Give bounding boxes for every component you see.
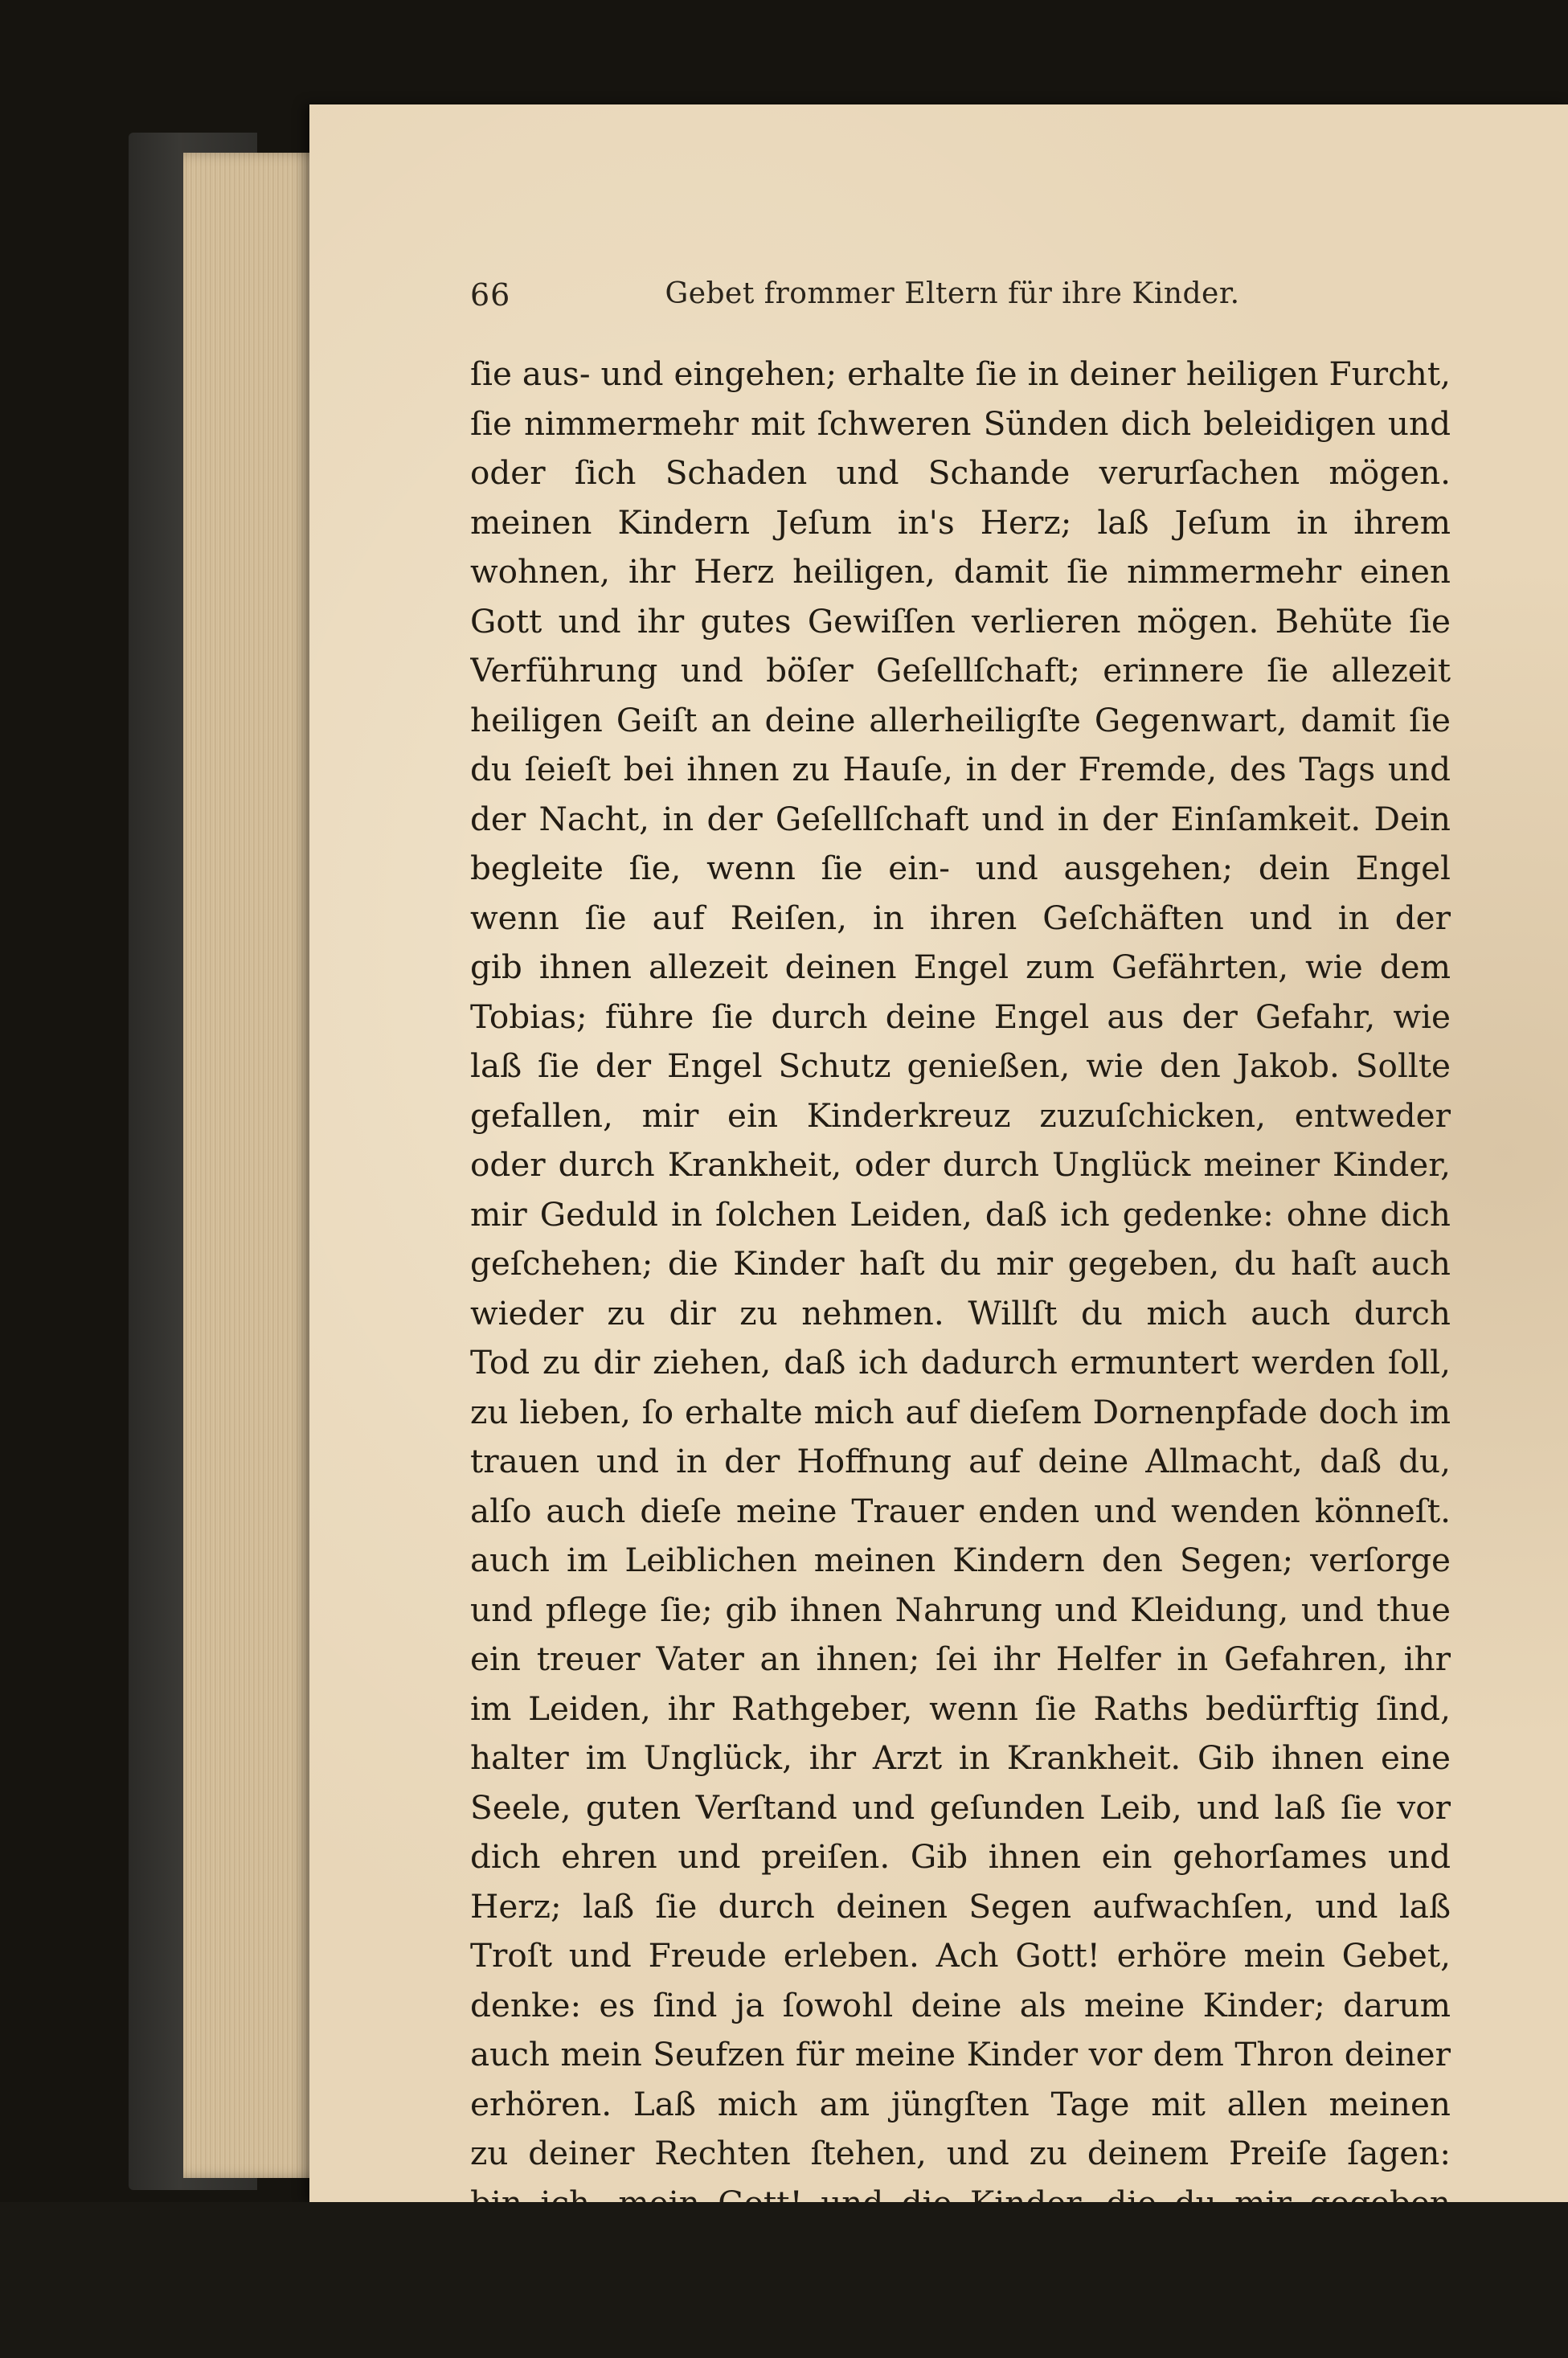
page-edges [183, 153, 328, 2178]
text-line: im Leiden, ihr Rathgeber, wenn ſie Raths bedürftig ſind, [470, 1689, 1451, 1728]
text-line: auch im Leiblichen meinen Kindern den Segen; verſorge [470, 1541, 1451, 1579]
text-line: und pflege ſie; gib ihnen Nahrung und Kleidung, und thue [470, 1590, 1451, 1629]
text-line: auch mein Seufzen für meine Kinder vor dem Thron deiner [470, 2035, 1451, 2073]
text-line: halter im Unglück, ihr Arzt in Krankheit. Gib ihnen eine [470, 1738, 1451, 1777]
text-line: Tobias; führe ſie durch deine Engel aus der Gefahr, wie [470, 997, 1451, 1036]
running-title: Gebet frommer Eltern für ihre Kinder. [665, 277, 1240, 310]
text-line: Troſt und Freude erleben. Ach Gott! erhöre mein Gebet, [470, 1936, 1451, 1975]
text-line: Herz; laß ſie durch deinen Segen aufwachſen, und laß [470, 1886, 1451, 1926]
text-line: zu deiner Rechten ſtehen, und zu deinem Preiſe ſagen: [470, 2134, 1451, 2172]
body-text [470, 350, 1451, 2228]
text-line: meinen Kindern Jeſum in's Herz; laß Jeſum in ihrem [470, 502, 1451, 542]
text-line: ſie nimmermehr mit ſchweren Sünden dich beleidigen und [470, 403, 1451, 443]
background-surface [0, 2202, 1568, 2358]
page-number: 66 [470, 277, 511, 313]
text-line: geſchehen; die Kinder haſt du mir gegeben, du haſt auch [470, 1244, 1451, 1283]
text-line: du ſeieſt bei ihnen zu Hauſe, in der Fremde, des Tags und [470, 750, 1451, 788]
text-line: Verführung und böſer Geſellſchaft; erinnere ſie allezeit [470, 651, 1451, 690]
text-line: wohnen, ihr Herz heiligen, damit ſie nimmermehr einen [470, 552, 1451, 591]
running-head [470, 277, 1435, 325]
text-line: Tod zu dir ziehen, daß ich dadurch ermuntert werden ſoll, [470, 1343, 1451, 1382]
text-line: oder ſich Schaden und Schande verurſachen mögen. [470, 453, 1451, 492]
text-line: ein treuer Vater an ihnen; ſei ihr Helfer in Gefahren, ihr [470, 1640, 1451, 1678]
text-line: oder durch Krankheit, oder durch Unglück meiner Kinder, [470, 1145, 1451, 1184]
text-line: gib ihnen allezeit deinen Engel zum Gefährten, wie dem [470, 948, 1451, 986]
text-line: Gott und ihr gutes Gewiſſen verlieren mögen. Behüte ſie [470, 601, 1451, 641]
text-line: erhören. Laß mich am jüngſten Tage mit allen meinen [470, 2084, 1451, 2123]
text-line: denke: es ſind ja ſowohl deine als meine Kinder; darum [470, 1985, 1451, 2024]
text-line: der Nacht, in der Geſellſchaft und in der Einſamkeit. Dein [470, 799, 1451, 838]
text-line: zu lieben, ſo erhalte mich auf dieſem Dornenpfade doch im [470, 1392, 1451, 1431]
text-line: Seele, guten Verſtand und geſunden Leib, und laß ſie vor [470, 1787, 1451, 1827]
text-line: wenn ſie auf Reiſen, in ihren Geſchäften und in der [470, 898, 1451, 937]
text-line: laß ſie der Engel Schutz genießen, wie den Jakob. Sollte [470, 1046, 1451, 1085]
text-line: gefallen, mir ein Kinderkreuz zuzuſchicken, entweder [470, 1095, 1451, 1135]
text-line: wieder zu dir zu nehmen. Willſt du mich auch durch [470, 1293, 1451, 1333]
text-line: heiligen Geiſt an deine allerheiligſte Gegenwart, damit ſie [470, 700, 1451, 739]
text-line: mir Geduld in ſolchen Leiden, daß ich gedenke: ohne dich [470, 1194, 1451, 1234]
text-line: trauen und in der Hoffnung auf deine Allmacht, daß du, [470, 1442, 1451, 1480]
text-line: dich ehren und preiſen. Gib ihnen ein gehorſames und [470, 1837, 1451, 1876]
text-line: begleite ſie, wenn ſie ein- und ausgehen; dein Engel [470, 849, 1451, 887]
text-line: ſie aus- und eingehen; erhalte ſie in deiner heiligen Furcht, [470, 354, 1451, 393]
book-page [309, 104, 1568, 2202]
text-line: alſo auch dieſe meine Trauer enden und wenden könneſt. [470, 1491, 1451, 1530]
